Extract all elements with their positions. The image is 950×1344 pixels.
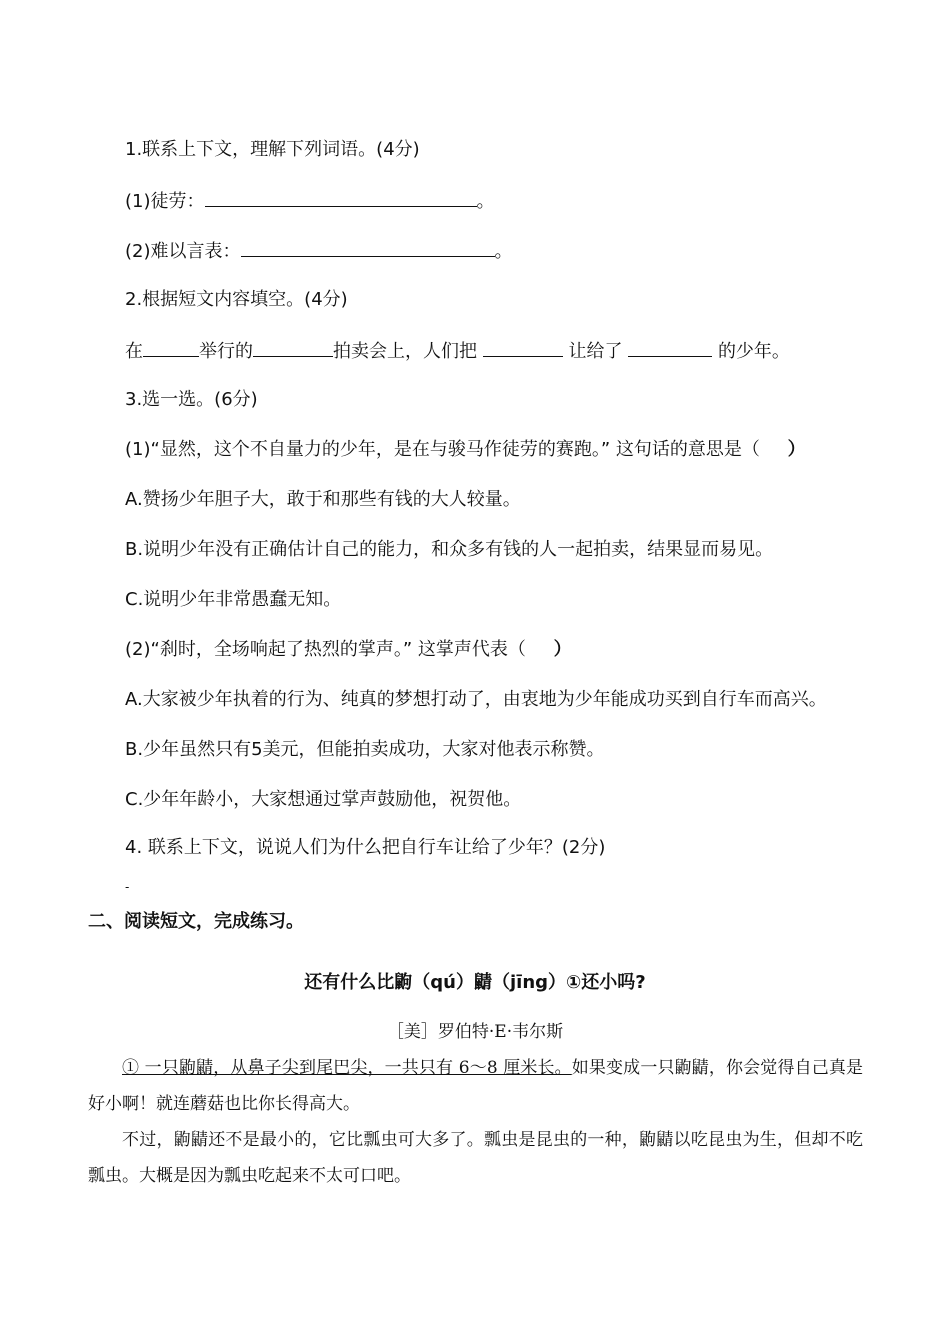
underlined-sentence: ① 一只鼩鼱，从鼻子尖到尾巴尖，一共只有 6～8 厘米长。 [122,1058,572,1078]
option-3-2-b: B.少年虽然只有5美元，但能拍卖成功，大家对他表示称赞。 [125,739,605,760]
section-heading: 二、阅读短文，完成练习。 [88,911,304,932]
option-3-2-a: A.大家被少年执着的行为、纯真的梦想打动了，由衷地为少年能成功买到自行车而高兴。 [125,689,827,710]
article-paragraph-2: 不过，鼩鼱还不是最小的，它比瓢虫可大多了。瓢虫是昆虫的一种，鼩鼱以吃昆虫为生，但却不吃瓢虫。大概是因为瓢虫吃起来不太可口吧。 [88,1130,863,1186]
answer-blank[interactable] [628,338,712,357]
answer-blank[interactable] [253,338,333,357]
fill-text: 让给了 [568,341,623,362]
fill-text: 举行的 [199,341,253,362]
question-3: 3.选一选。(6分) [125,389,258,410]
question-2: 2.根据短文内容填空。(4分) [125,289,348,310]
answer-blank[interactable] [483,338,563,357]
option-3-1-b: B.说明少年没有正确估计自己的能力，和众多有钱的人一起拍卖，结果显而易见。 [125,539,774,560]
article-paragraph-1 [88,1050,863,1122]
article-author: ［美］罗伯特·E·韦尔斯 [386,1022,564,1042]
option-3-1-c: C.说明少年非常愚蠢无知。 [125,589,342,610]
question-2-fill [125,338,790,364]
dash-mark: - [125,880,130,894]
answer-blank[interactable] [241,238,495,257]
question-1-1-label: (1)徒劳： [125,191,205,212]
article-title: 还有什么比鼩（qú）鼱（jīng）①还小吗? [304,972,646,993]
fill-text: 拍卖会上，人们把 [333,341,477,362]
bracket-close: ） [787,439,806,460]
question-1-2-label: (2)难以言表： [125,241,241,262]
option-3-1-a: A.赞扬少年胆子大，敢于和那些有钱的大人较量。 [125,489,521,510]
paragraph-text: 如果变成一只鼩鼱，你会觉得自己真是好小啊！就连蘑菇也比你长得高大。 [88,1058,864,1114]
question-3-1 [125,438,806,462]
question-1-1 [125,188,495,214]
option-3-2-c: C.少年年龄小，大家想通过掌声鼓励他，祝贺他。 [125,789,522,810]
period: 。 [476,191,495,212]
question-1: 1.联系上下文，理解下列词语。(4分) [125,139,420,160]
question-3-1-text: (1)“显然，这个不自量力的少年，是在与骏马作徒劳的赛跑。” 这句话的意思是（ [125,439,760,460]
question-1-2 [125,238,513,264]
question-3-2 [125,638,572,662]
question-3-2-text: (2)“刹时，全场响起了热烈的掌声。” 这掌声代表（ [125,639,526,660]
answer-blank[interactable] [143,338,199,357]
fill-text: 的少年。 [717,341,790,362]
fill-text: 在 [125,341,143,362]
question-4: 4. 联系上下文，说说人们为什么把自行车让给了少年？(2分) [125,837,606,858]
answer-blank[interactable] [205,188,477,207]
bracket-close: ） [553,639,572,660]
period: 。 [494,241,513,262]
